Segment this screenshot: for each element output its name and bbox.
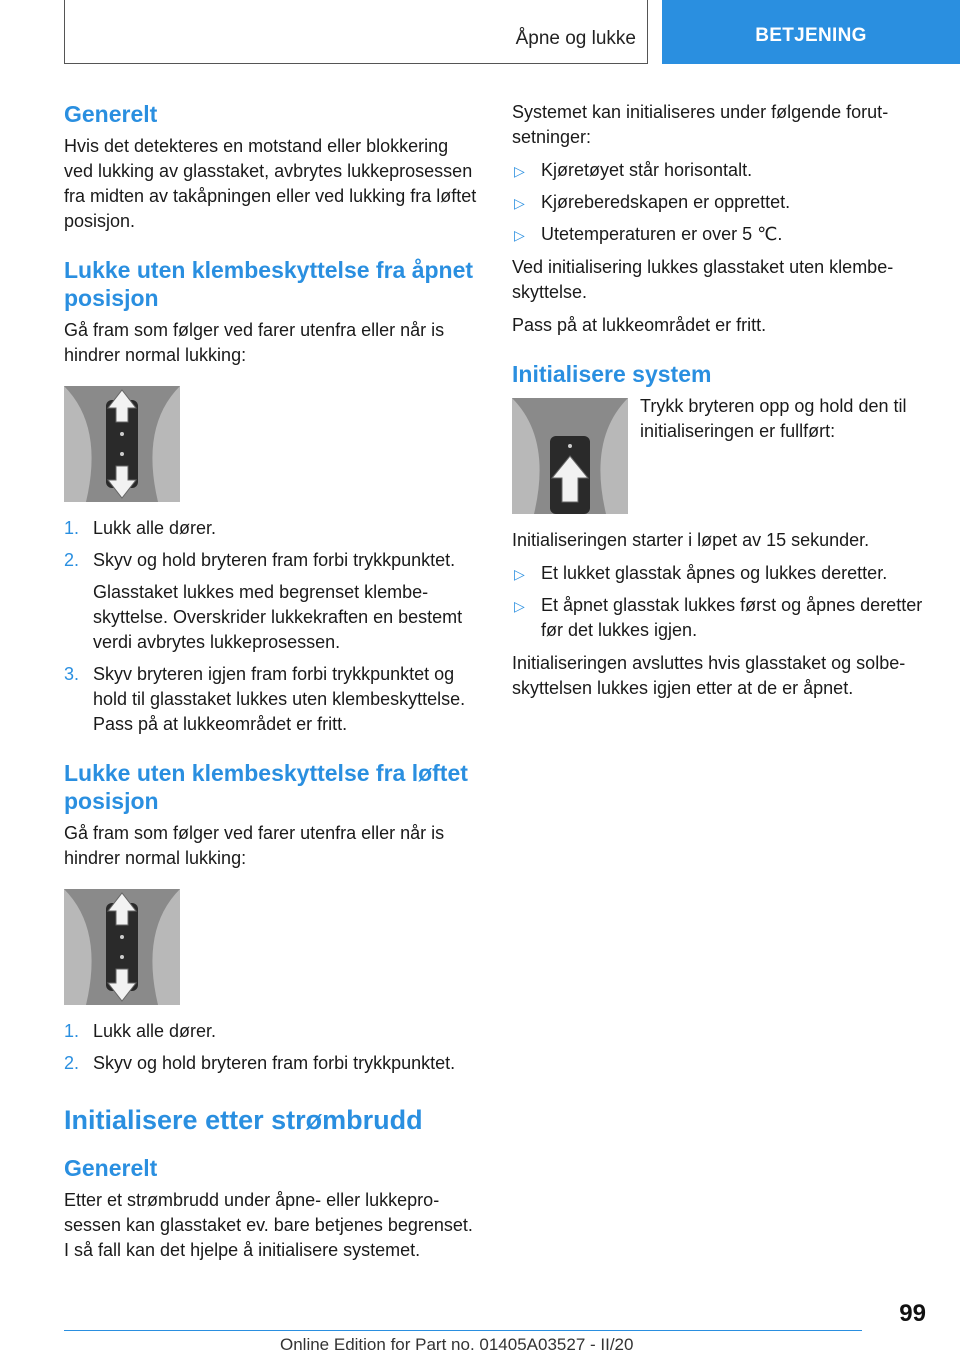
- list-item: 2. Skyv og hold bryteren fram forbi trykkpunktet.: [64, 1053, 456, 1073]
- conditions-list: [512, 158, 932, 247]
- page-number: 99: [899, 1300, 926, 1327]
- paragraph-generelt-2: Etter et strømbrudd under åpne- eller lukkeprosessen kan glasstaket ev. bare betjenes begrenset. I så fall kan det hjelpe å initialisere systemet.: [64, 1190, 473, 1260]
- list-item: ▷ Kjøretøyet står horisontalt.: [512, 158, 932, 183]
- list-item: 1. Lukk alle dører.: [64, 1021, 217, 1041]
- steps-close-from-raised: [64, 1019, 480, 1076]
- header-chapter-tab: BETJENING: [662, 0, 960, 64]
- paragraph-init-no-pinch: Ved initialisering lukkes glasstaket uten klembeskyttelse.: [512, 257, 894, 302]
- triangle-right-icon: ▷: [514, 195, 525, 211]
- triangle-right-icon: ▷: [514, 227, 525, 243]
- switch-illustration-open: [64, 386, 180, 502]
- right-column: [512, 100, 932, 709]
- heading-generelt-2: Generelt: [64, 1155, 158, 1181]
- header-section-title: Åpne og lukke: [515, 28, 636, 49]
- paragraph-press-switch: Trykk bryteren opp og hold den til initialiseringen er fullført:: [640, 396, 907, 441]
- triangle-right-icon: ▷: [514, 163, 525, 179]
- heading-close-from-open: Lukke uten klembeskyttelse fra åpnet posisjon: [64, 257, 474, 311]
- paragraph-close-from-open: Gå fram som følger ved farer utenfra eller når is hindrer normal lukking:: [64, 320, 445, 365]
- left-column: [64, 100, 480, 1271]
- heading-generelt: Generelt: [64, 101, 158, 127]
- paragraph-init-ends: Initialiseringen avsluttes hvis glasstaket og solbeskyttelsen lukkes igjen etter at de er åpnet.: [512, 653, 906, 698]
- paragraph-keep-clear: Pass på at lukkeområdet er fritt.: [512, 315, 767, 335]
- heading-init-after-power-loss: Initialisere etter strømbrudd: [64, 1105, 423, 1135]
- paragraph-init-conditions: Systemet kan initialiseres under følgende forutsetninger:: [512, 102, 889, 147]
- triangle-right-icon: ▷: [514, 566, 525, 582]
- paragraph-init-starts: Initialiseringen starter i løpet av 15 sekunder.: [512, 530, 870, 550]
- triangle-right-icon: ▷: [514, 598, 525, 614]
- steps-close-from-open: [64, 516, 480, 737]
- paragraph-close-from-raised: Gå fram som følger ved farer utenfra eller når is hindrer normal lukking:: [64, 823, 445, 868]
- list-item: 1. Lukk alle dører.: [64, 518, 217, 538]
- init-behavior-list: [512, 561, 932, 643]
- list-item: 2. Skyv og hold bryteren fram forbi trykkpunktet. Glasstaket lukkes med begrenset klembeskyttelse. Overskrider lukkekraften en bestemt verdi avbrytes lukkeprosessen.: [64, 550, 463, 652]
- heading-init-system: Initialisere system: [512, 361, 712, 387]
- list-item: ▷ Et lukket glasstak åpnes og lukkes deretter.: [512, 561, 932, 586]
- footer-edition: Online Edition for Part no. 01405A03527 - II/20: [280, 1335, 634, 1354]
- paragraph-generelt: Hvis det detekteres en motstand eller blokkering ved lukking av glasstaket, avbrytes lukkeprosessen fra midten av takåpningen eller ved lukking fra løftet posisjon.: [64, 136, 477, 231]
- switch-illustration-raised: [64, 889, 180, 1005]
- switch-illustration-init: [512, 398, 628, 514]
- list-item: ▷ Et åpnet glasstak lukkes først og åpnes deretter før det lukkes igjen.: [514, 595, 923, 640]
- heading-close-from-raised: Lukke uten klembeskyttelse fra løftet posisjon: [64, 760, 468, 814]
- footer-divider: [64, 1330, 862, 1331]
- list-item: 3. Skyv bryteren igjen fram forbi trykkpunktet og hold til glasstaket lukkes uten klembeskyttelse. Pass på at lukkeområdet er fritt.: [64, 664, 466, 734]
- list-item: ▷ Utetemperaturen er over 5 ℃.: [512, 222, 932, 247]
- list-item: ▷ Kjøreberedskapen er opprettet.: [512, 190, 932, 215]
